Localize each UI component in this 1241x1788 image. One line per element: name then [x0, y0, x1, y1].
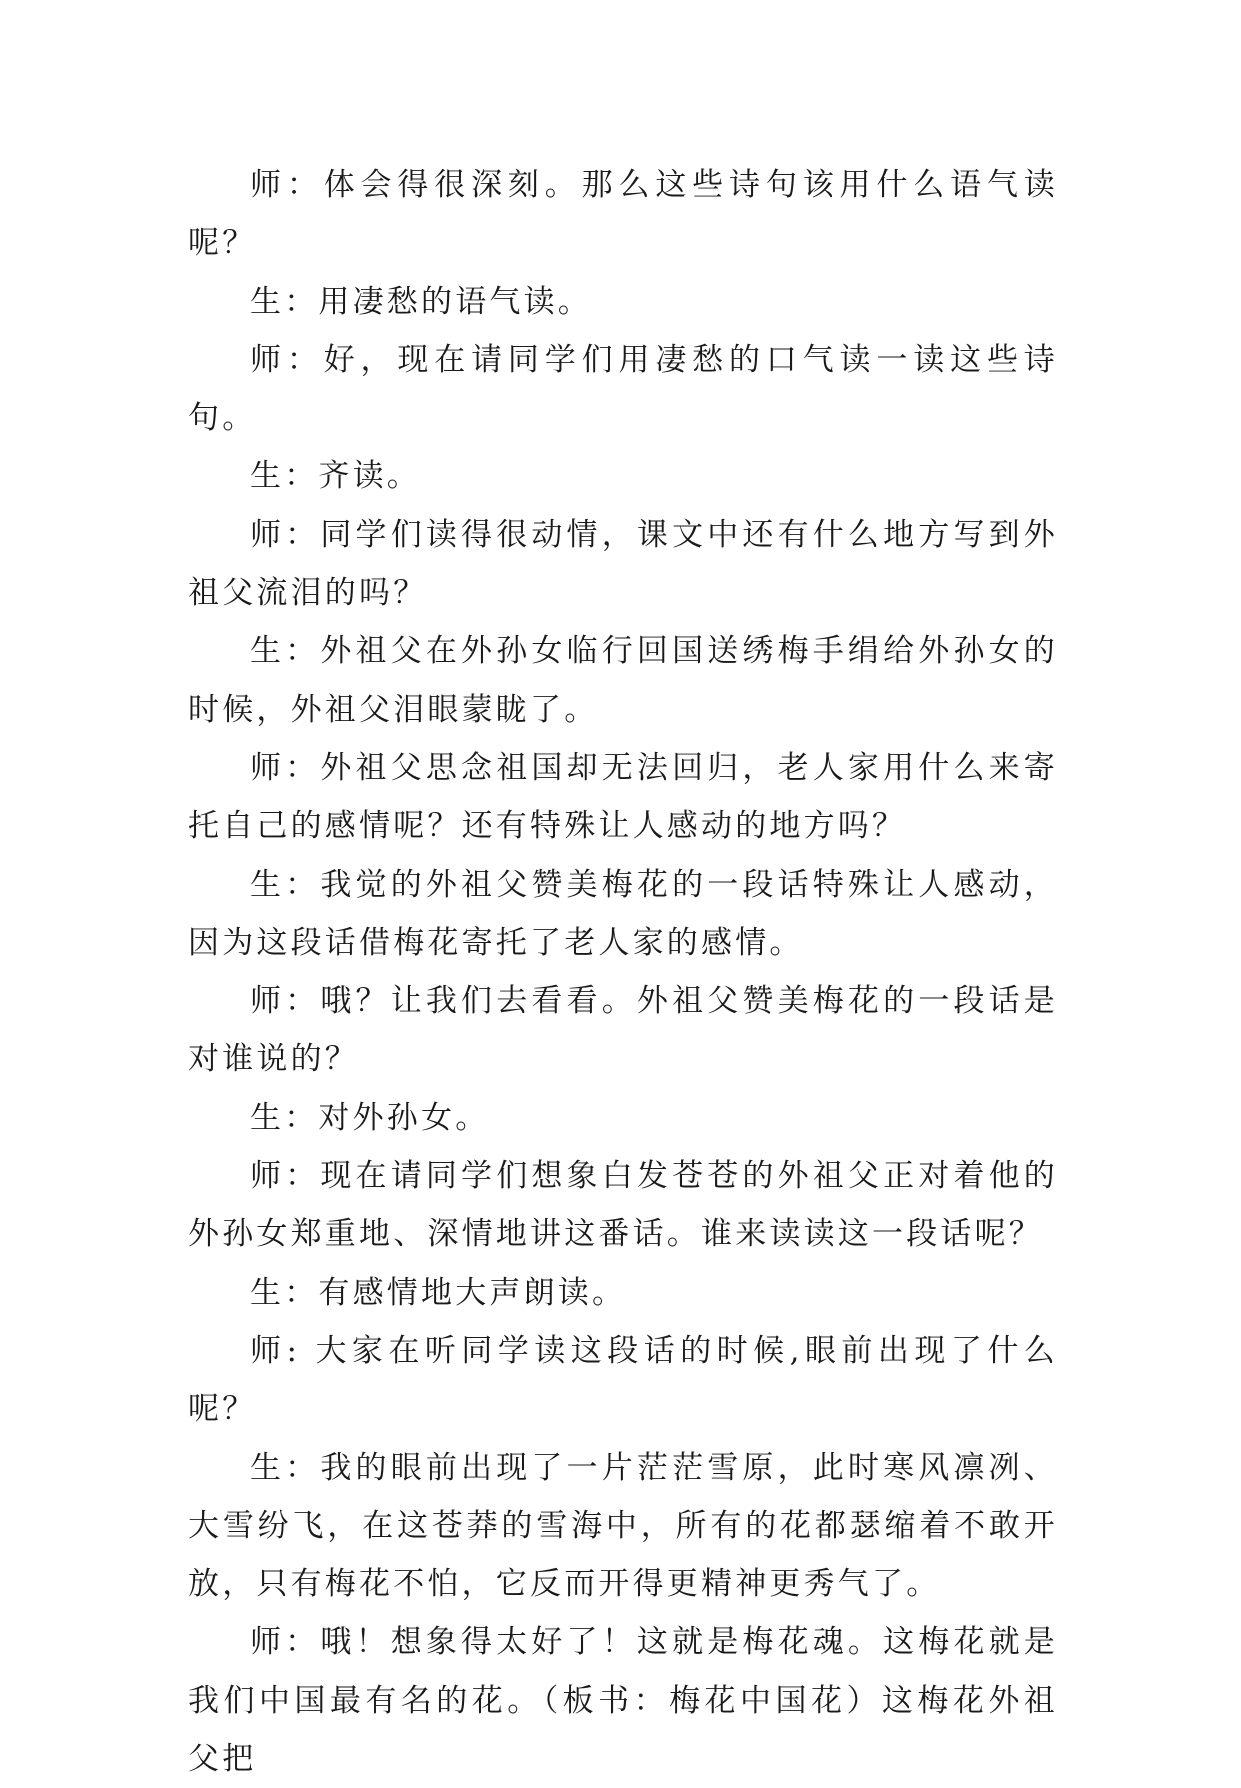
paragraph: 师：哦！想象得太好了！这就是梅花魂。这梅花就是我们中国最有名的花。（板书：梅花中国花）这梅花外祖父把 [188, 1624, 1058, 1778]
paragraph: 师：哦？让我们去看看。外祖父赞美梅花的一段话是对谁说的？ [188, 983, 1058, 1078]
paragraph: 师：现在请同学们想象白发苍苍的外祖父正对着他的外孙女郑重地、深情地讲这番话。谁来读读这一段话呢？ [188, 1158, 1058, 1253]
paragraph: 生：我觉的外祖父赞美梅花的一段话特殊让人感动，因为这段话借梅花寄托了老人家的感情。 [188, 866, 1058, 961]
paragraph: 师: 大家在听同学读这段话的时候,眼前出现了什么呢？ [188, 1332, 1058, 1428]
document-body [188, 156, 1058, 1788]
paragraph: 师：同学们读得很动情，课文中还有什么地方写到外祖父流泪的吗？ [188, 516, 1058, 612]
paragraph: 生：齐读。 [250, 458, 421, 495]
paragraph: 生：外祖父在外孙女临行回国送绣梅手绢给外孙女的时候，外祖父泪眼蒙眬了。 [188, 633, 1058, 728]
paragraph: 生：我的眼前出现了一片茫茫雪原，此时寒风凛冽、大雪纷飞，在这苍莽的雪海中，所有的花都瑟缩着不敢开放，只有梅花不怕，它反而开得更精神更秀气了。 [188, 1449, 1058, 1603]
paragraph: 生：有感情地大声朗读。 [250, 1274, 627, 1311]
paragraph: 生：用凄愁的语气读。 [250, 283, 592, 320]
paragraph: 生：对外孙女。 [250, 1099, 490, 1136]
paragraph: 师：好，现在请同学们用凄愁的口气读一读这些诗句。 [188, 341, 1058, 437]
paragraph: 师：外祖父思念祖国却无法回归，老人家用什么来寄托自己的感情呢？还有特殊让人感动的地方吗？ [188, 749, 1058, 845]
paragraph: 师：体会得很深刻。那么这些诗句该用什么语气读呢？ [188, 167, 1058, 262]
